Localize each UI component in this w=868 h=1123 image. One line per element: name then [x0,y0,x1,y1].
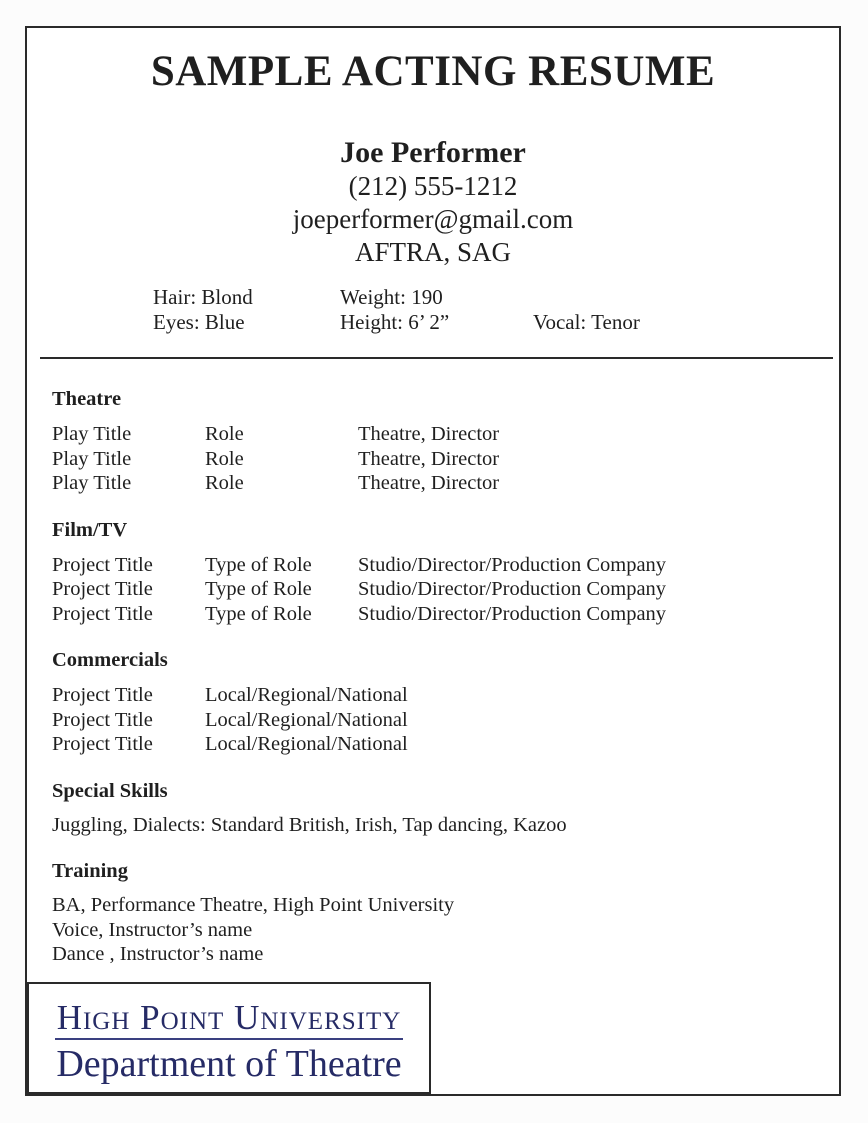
role-cell: Role [205,472,244,494]
theatre-credits [52,422,814,496]
stats-spacer [533,285,814,310]
page-title: SAMPLE ACTING RESUME [150,48,716,95]
table-row [52,422,814,447]
physical-stats [153,285,814,335]
table-row [52,577,814,602]
film-tv-credits [52,553,814,627]
role-type-cell: Type of Role [205,602,312,625]
role-cell: Role [205,423,244,445]
commercials-heading: Commercials [52,649,168,671]
film-tv-section [52,518,814,627]
film-tv-heading: Film/TV [52,518,128,541]
skills-list: Juggling, Dialects: Standard British, Irish, Tap dancing, Kazoo [52,813,567,836]
stats-row [153,310,814,335]
theatre-director-cell: Theatre, Director [358,423,500,445]
theatre-heading: Theatre [52,388,122,410]
theatre-director-cell: Theatre, Director [358,447,500,470]
table-row [52,447,814,472]
play-title-cell: Play Title [52,472,132,494]
table-row [52,732,814,757]
table-row [52,602,814,627]
market-cell: Local/Regional/National [205,708,408,731]
role-type-cell: Type of Role [205,578,312,600]
project-title-cell: Project Title [52,733,153,755]
logo-institution-name: High Point University [55,1001,404,1040]
table-row [52,683,814,708]
university-logo [27,982,431,1094]
special-skills-heading: Special Skills [52,779,168,802]
training-line: Voice, Instructor’s name [52,918,253,941]
theatre-director-cell: Theatre, Director [358,472,500,494]
table-row [52,708,814,733]
market-cell: Local/Regional/National [205,684,408,706]
training-heading: Training [52,860,128,882]
training-line: Dance , Instructor’s name [52,943,264,965]
logo-department-name: Department of Theatre [56,1043,402,1085]
studio-cell: Studio/Director/Production Company [358,602,667,625]
project-title-cell: Project Title [52,578,153,600]
project-title-cell: Project Title [52,553,153,576]
performer-name: Joe Performer [340,136,526,169]
theatre-section [52,387,814,496]
height-stat: Height: 6’ 2” [340,310,450,334]
weight-stat: Weight: 190 [340,285,443,309]
union-affiliations: AFTRA, SAG [354,237,512,267]
role-type-cell: Type of Role [205,553,312,576]
divider-rule [40,357,833,359]
email-address: joeperformer@gmail.com [292,204,574,234]
studio-cell: Studio/Director/Production Company [358,553,667,576]
training-section [52,859,814,967]
eyes-stat: Eyes: Blue [153,310,245,334]
market-cell: Local/Regional/National [205,733,408,755]
hair-stat: Hair: Blond [153,285,253,309]
training-line: BA, Performance Theatre, High Point University [52,894,455,916]
studio-cell: Studio/Director/Production Company [358,578,667,600]
project-title-cell: Project Title [52,708,153,731]
training-lines [52,893,814,967]
table-row [52,553,814,578]
role-cell: Role [205,447,244,470]
vocal-stat: Vocal: Tenor [533,310,640,334]
project-title-cell: Project Title [52,684,153,706]
play-title-cell: Play Title [52,423,132,445]
commercials-section [52,648,814,757]
play-title-cell: Play Title [52,447,132,470]
commercial-credits [52,683,814,757]
contact-block [27,136,839,269]
table-row [52,471,814,496]
phone-number: (212) 555-1212 [348,171,518,201]
resume-page [25,26,841,1096]
project-title-cell: Project Title [52,602,153,625]
special-skills-section [52,779,814,838]
stats-row [153,285,814,310]
